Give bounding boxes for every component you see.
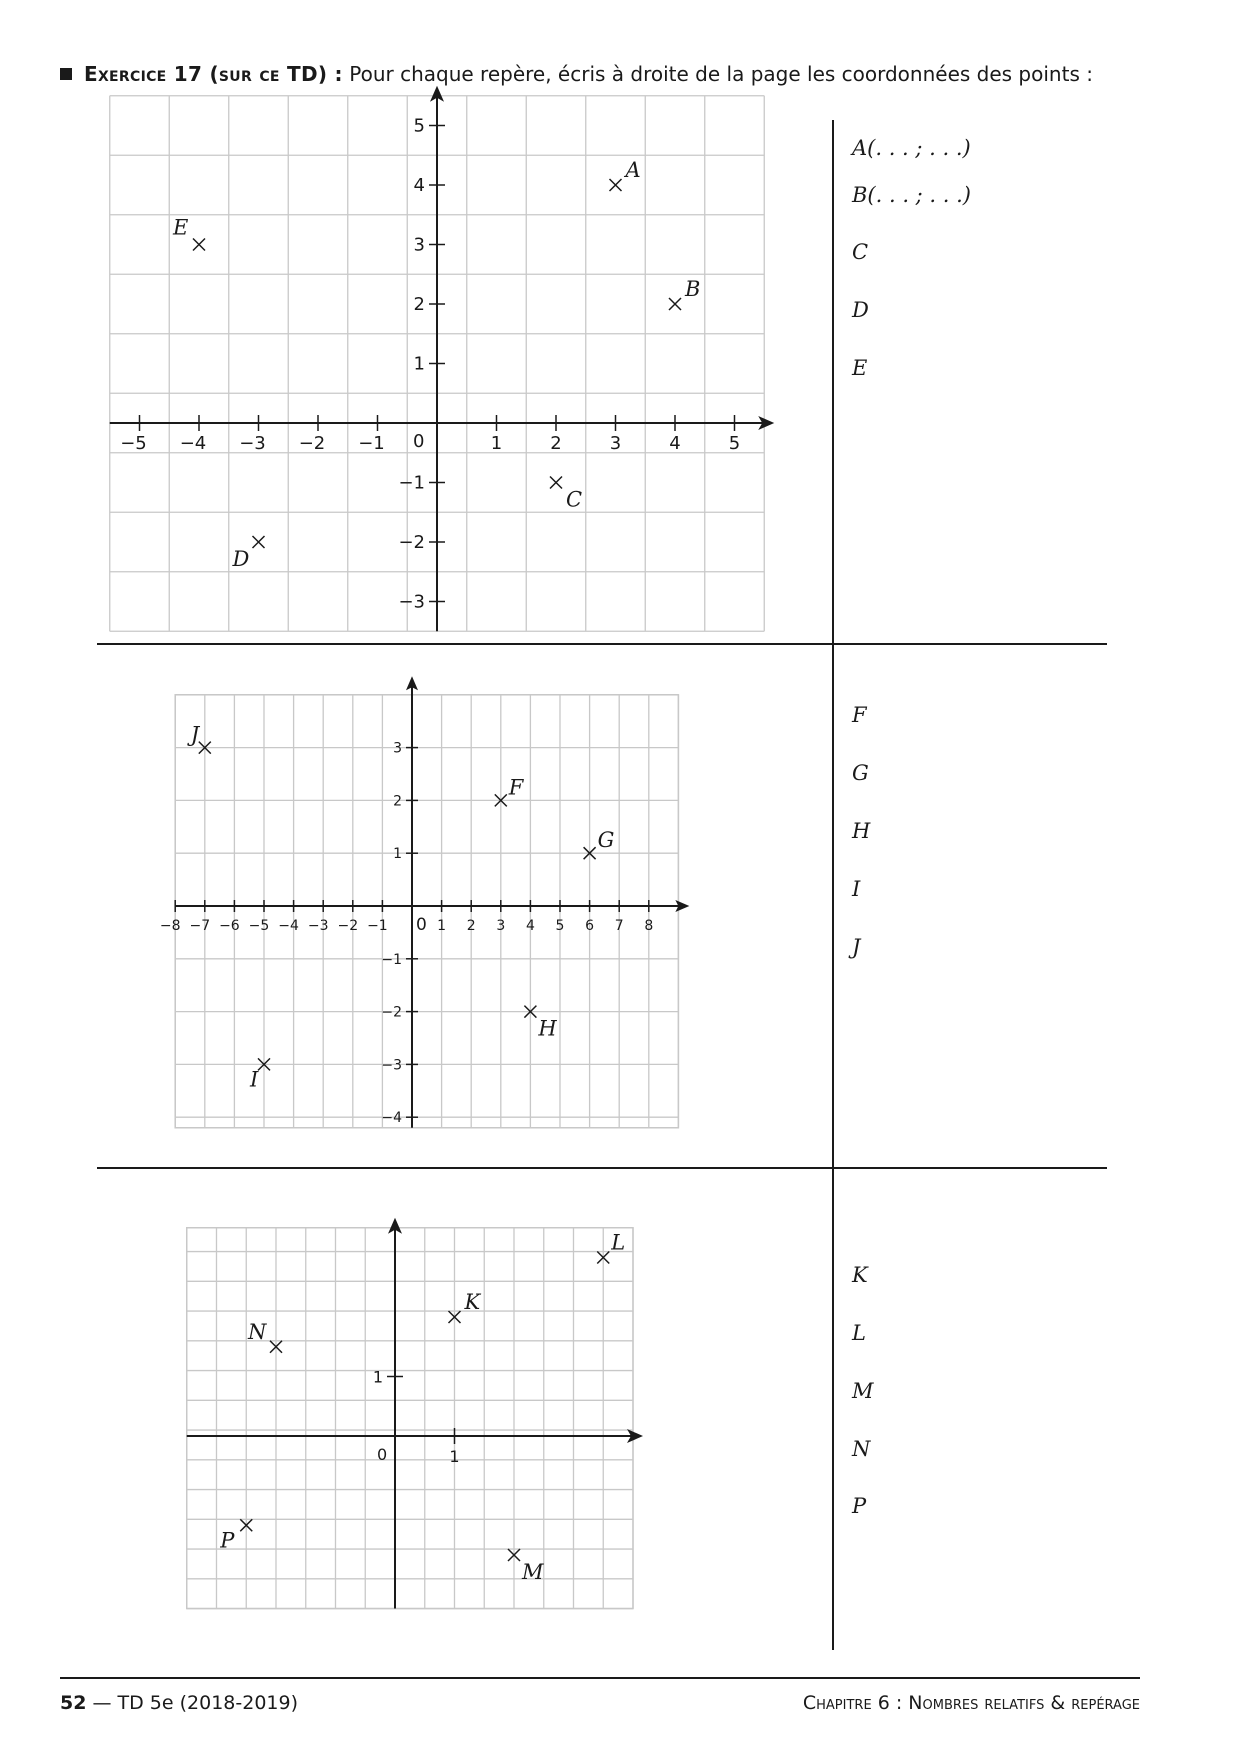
- x-tick-label: 5: [728, 433, 741, 454]
- origin-label: 0: [377, 1445, 388, 1464]
- point-label: N: [248, 1319, 267, 1344]
- x-tick-label: 2: [466, 918, 476, 934]
- footer-rule: [60, 1677, 1140, 1679]
- grid-lines: [187, 1228, 633, 1609]
- y-tick-label: 5: [413, 115, 425, 137]
- x-tick-label: −4: [278, 918, 299, 934]
- x-tick-label: −1: [367, 918, 388, 934]
- answer-E: E: [852, 356, 868, 380]
- x-tick-label: −6: [219, 918, 240, 934]
- point-label: G: [597, 828, 615, 853]
- section-divider-1: [97, 643, 1107, 645]
- answer-I: I: [852, 877, 861, 901]
- answer-K: K: [852, 1263, 868, 1287]
- origin-label: 0: [416, 915, 427, 935]
- answer-D: D: [852, 298, 869, 322]
- x-tick-label: −2: [337, 918, 359, 934]
- point-label: B: [685, 277, 701, 301]
- answer-N: N: [852, 1437, 871, 1461]
- answer-P: P: [852, 1494, 867, 1518]
- point-label: F: [508, 775, 524, 800]
- y-tick-label: −2: [381, 1004, 402, 1021]
- answer-F: F: [852, 703, 867, 727]
- x-tick-label: −1: [358, 433, 385, 454]
- y-tick-label: 1: [393, 846, 402, 863]
- footer-course: — TD 5e (2018-2019): [86, 1692, 299, 1714]
- page-number: 52: [60, 1692, 87, 1714]
- origin-label: 0: [413, 431, 425, 452]
- answer-J: J: [852, 935, 861, 959]
- point-label: H: [538, 1016, 557, 1041]
- point-label: E: [173, 215, 189, 240]
- exercise-number: Exercice 17 (sur ce TD) :: [84, 62, 343, 86]
- x-tick-label: 8: [644, 918, 654, 934]
- y-tick-label: −3: [381, 1057, 402, 1074]
- x-tick-label: −5: [248, 918, 270, 934]
- y-tick-label: 2: [393, 793, 402, 810]
- point-label: M: [522, 1560, 544, 1584]
- y-tick-label: 3: [413, 234, 425, 256]
- x-tick-label: −3: [307, 918, 329, 934]
- answer-G: G: [852, 761, 869, 785]
- y-tick-label: −4: [381, 1110, 402, 1127]
- y-tick-label: −1: [381, 951, 402, 968]
- point-label: J: [190, 722, 200, 747]
- answer-divider-vertical: [832, 120, 834, 1650]
- x-tick-label: −3: [239, 433, 266, 454]
- point-label: D: [232, 547, 250, 571]
- point-label: L: [611, 1230, 626, 1255]
- point-label: P: [220, 1528, 235, 1553]
- footer-chapter: Chapitre 6 : Nombres relatifs & repérage: [802, 1692, 1140, 1714]
- answer-C: C: [852, 240, 869, 264]
- answer-L: L: [852, 1321, 866, 1345]
- y-tick-label: −3: [398, 591, 425, 613]
- exercise-instruction: Pour chaque repère, écris à droite de la page les coordonnées des points :: [349, 62, 1093, 86]
- section-divider-2: [97, 1167, 1107, 1169]
- y-tick-label: 4: [413, 175, 425, 196]
- x-tick-label: 3: [609, 433, 622, 454]
- x-tick-label: −8: [159, 918, 181, 934]
- x-tick-label: 2: [550, 433, 562, 454]
- x-tick-label: 3: [496, 918, 506, 934]
- x-tick-label: 4: [525, 918, 535, 934]
- answer-A: A(. . . ; . . .): [852, 136, 971, 160]
- y-tick-label: 1: [372, 1367, 383, 1387]
- y-tick-label: −1: [398, 472, 425, 494]
- x-tick-label: 1: [490, 433, 503, 454]
- x-tick-label: 7: [614, 918, 624, 934]
- x-tick-label: −2: [298, 433, 326, 454]
- x-tick-label: −5: [120, 433, 147, 454]
- x-tick-label: 6: [585, 918, 595, 934]
- x-tick-label: 1: [437, 918, 447, 934]
- x-tick-label: −4: [179, 433, 207, 454]
- grid-frame: [187, 1228, 633, 1609]
- point-label: I: [250, 1067, 259, 1092]
- point-label: A: [625, 158, 641, 182]
- y-tick-label: 3: [393, 740, 402, 757]
- x-tick-label: 4: [669, 433, 681, 454]
- point-label: K: [464, 1290, 481, 1314]
- answer-H: H: [852, 819, 871, 843]
- x-tick-label: −7: [189, 918, 211, 934]
- x-tick-label: 1: [449, 1447, 460, 1466]
- y-tick-label: 2: [413, 294, 425, 315]
- answer-M: M: [852, 1379, 874, 1403]
- y-tick-label: −2: [398, 532, 425, 553]
- point-label: C: [566, 487, 583, 512]
- y-tick-label: 1: [413, 353, 425, 375]
- footer-left: [60, 1692, 298, 1714]
- x-tick-label: 5: [555, 918, 565, 934]
- answer-B: B(. . . ; . . .): [852, 183, 971, 207]
